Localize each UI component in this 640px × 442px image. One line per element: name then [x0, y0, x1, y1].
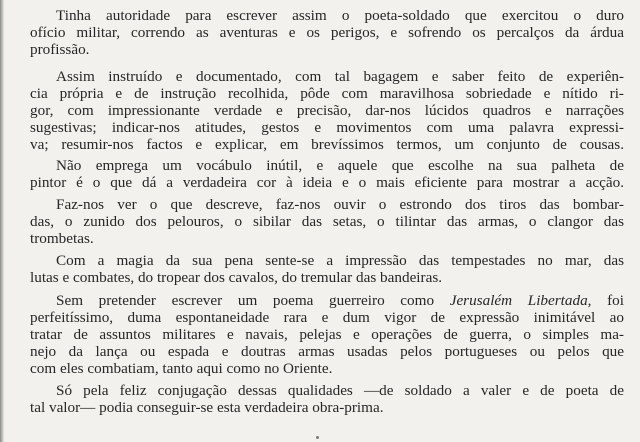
text-line: das, o zunido dos pelouros, o sibilar das setas, o tilintar das armas, o clangor das [30, 213, 624, 230]
text-line: cia própria e de instrução recolhida, pôde com maravilhosa sobriedade e nítido ri- [30, 85, 624, 102]
text-line: perfeitíssimo, duma espontaneidade rara e dum vigor de expressão inimitável ao [30, 309, 624, 326]
text-line: Assim instruído e documentado, com tal bagagem e saber feito de experiên- [56, 68, 624, 85]
text-line: va; resumir-nos factos e explicar, em brevíssimos termos, um conjunto de cousas. [30, 136, 624, 153]
text-line: Faz-nos ver o que descreve, faz-nos ouvir o estrondo dos tiros das bombar- [56, 196, 624, 213]
text-run: Sem pretender escrever um poema guerreiro como [56, 292, 450, 309]
page-edge-shadow [0, 0, 4, 442]
text-line: tal valor— podia conseguir-se esta verdadeira obra-prima. [30, 399, 384, 416]
text-line: nejo da lança ou espada e doutras armas usadas pelos portugueses ou pelos que [30, 343, 624, 360]
text-line: Não emprega um vocábulo inútil, e aquele que escolhe na sua palheta de [56, 157, 624, 174]
text-line: lutas e combates, do tropear dos cavalos, do tremular das bandeiras. [30, 269, 443, 286]
text-line: gor, com impressionante verdade e precisão, dar-nos lúcidos quadros e narrações [30, 102, 624, 119]
text-line: ofício militar, correndo as aventuras e os perigos, e sofrendo os percalços da árdua [30, 24, 624, 41]
text-line: pintor é o que dá a verdadeira cor à ideia e o mais eficiente para mostrar a acção. [30, 174, 624, 191]
text-line: profissão. [30, 41, 90, 58]
text-line [56, 292, 624, 309]
text-line: trombetas. [30, 230, 94, 247]
text-line: Tinha autoridade para escrever assim o poeta-soldado que exercitou o duro [56, 7, 624, 24]
text-run: foi [591, 292, 624, 309]
text-line: tratar de assuntos militares e navais, pelejas e operações de guerra, o simples ma- [30, 326, 624, 343]
text-line: Só pela feliz conjugação dessas qualidades —de soldado a valer e de poeta de [56, 382, 624, 399]
text-line: com eles combatiam, tanto aqui como no Oriente. [30, 360, 333, 377]
text-line: Com a magia da sua pena sente-se a impressão das tempestades no mar, das [56, 252, 624, 269]
scan-speck [316, 436, 319, 439]
text-line: sugestivas; indicar-nos atitudes, gestos e movimentos com uma palavra expressi- [30, 119, 624, 136]
italic-title: Jerusalém Libertada, [449, 292, 592, 309]
